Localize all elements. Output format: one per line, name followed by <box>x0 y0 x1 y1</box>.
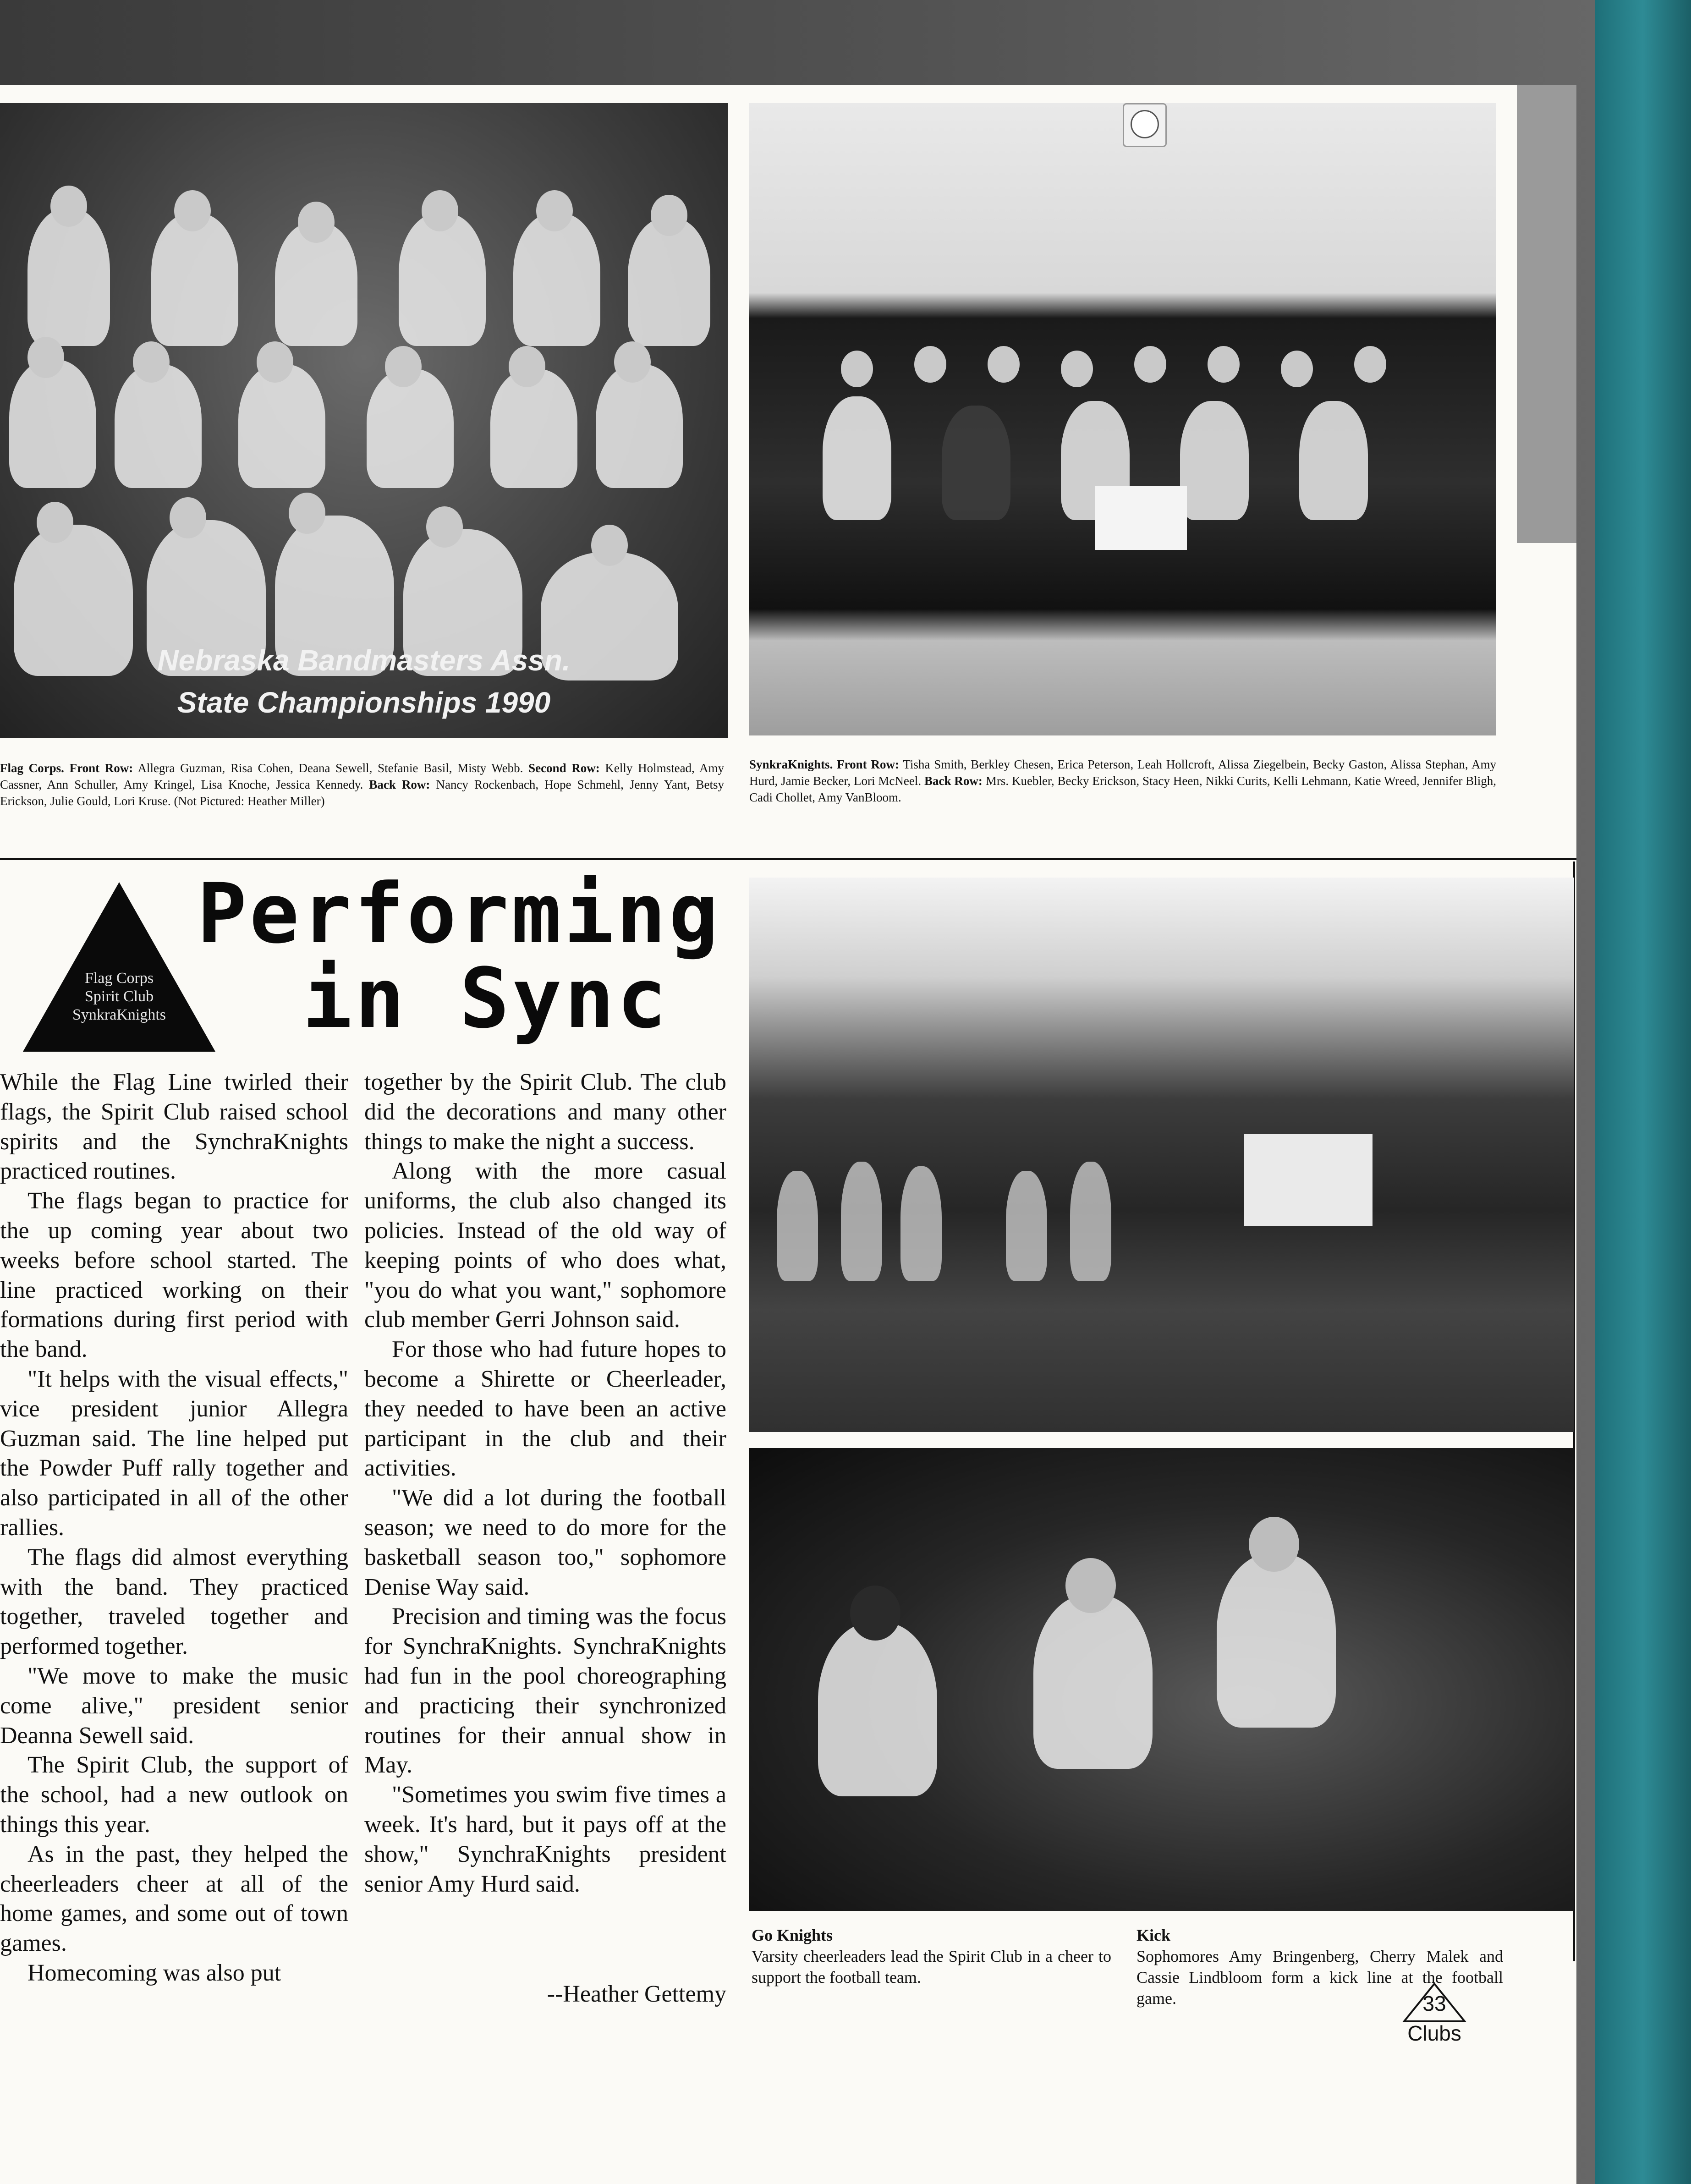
flag-corps-caption <box>0 760 724 809</box>
article-paragraph: together by the Spirit Club. The club did the decorations and many other things to make the night a success. <box>364 1069 726 1155</box>
kick-line-photo <box>749 1448 1574 1911</box>
caption-lead: SynkraKnights. <box>749 757 833 771</box>
second-row-label: Second Row: <box>528 761 600 775</box>
section-tag-line3: SynkraKnights <box>72 1006 166 1023</box>
front-row-label: Front Row: <box>837 757 899 771</box>
footer-section-label: Clubs <box>1407 2021 1461 2045</box>
second-row-names: Kelly Holmstead, Amy Cassner, Ann Schuller, Amy Kringel, Lisa Knoche, Jessica Kennedy. <box>0 761 724 791</box>
article-paragraph: While the Flag Line twirled their flags, the Spirit Club raised school spirits and the SynchraKnights practiced routines. <box>0 1069 348 1185</box>
binder-edge <box>1595 0 1691 2184</box>
synkraknights-caption <box>749 756 1496 806</box>
kick-caption-title: Kick <box>1136 1926 1171 1944</box>
article-paragraph: "We move to make the music come alive," president senior Deanna Sewell said. <box>0 1663 348 1749</box>
article-column-2 <box>364 1068 726 1899</box>
go-knights-caption-text: Varsity cheerleaders lead the Spirit Club in a cheer to support the football team. <box>752 1947 1111 1986</box>
section-tag-line2: Spirit Club <box>84 988 154 1005</box>
synkraknights-sign <box>1095 486 1187 550</box>
not-pictured: (Not Pictured: Heather Miller) <box>174 794 325 808</box>
cheerleaders-stadium-photo <box>749 878 1574 1432</box>
synkraknights-photo <box>749 103 1496 735</box>
back-row-label: Back Row: <box>924 774 983 788</box>
section-triangle-icon <box>23 882 215 1052</box>
article-paragraph: "We did a lot during the football season; we need to do more for the basketball season too," sophomore Denise Way said. <box>364 1485 726 1600</box>
flag-photo-overlay-title <box>0 639 728 724</box>
article-paragraph: The Spirit Club, the support of the school, had a new outlook on things this year. <box>0 1752 348 1838</box>
article-paragraph: Along with the more casual uniforms, the club also changed its policies. Instead of the old way of keeping points of who does what, "you do what you want," sophomore club member Gerri Johnson said. <box>364 1158 726 1333</box>
front-row-names: Allegra Guzman, Risa Cohen, Deana Sewell, Stefanie Basil, Misty Webb. <box>137 761 523 775</box>
overlay-title-line1: Nebraska Bandmasters Assn. <box>157 644 571 677</box>
clock-face <box>1131 110 1159 138</box>
headline-line2: in Sync <box>302 951 670 1047</box>
article-paragraph: Homecoming was also put <box>27 1959 281 1986</box>
article-paragraph: For those who had future hopes to become a Shirette or Cheerleader, they needed to have been an active participant in the club and their activities. <box>364 1336 726 1482</box>
section-tag-line1: Flag Corps <box>84 970 154 987</box>
article-paragraph: Precision and timing was the focus for SynchraKnights. SynchraKnights had fun in the pool choreographing and practicing their synchronized routines for their annual show in May. <box>364 1603 726 1778</box>
page-tab-edge <box>1517 85 1576 543</box>
front-row-names: Tisha Smith, Berkley Chesen, Erica Peterson, Leah Hollcroft, Alissa Ziegelbein, Becky Gaston, Alissa Stephan, Amy Hurd, Jamie Becker, Lori McNeel. <box>749 757 1497 788</box>
go-knights-caption-title: Go Knights <box>752 1926 833 1944</box>
horizontal-divider <box>0 858 1576 860</box>
article-byline: --Heather Gettemy <box>547 1981 726 2007</box>
section-tag <box>41 969 197 1024</box>
article-paragraph: The flags did almost everything with the band. They practiced together, traveled together and performed together. <box>0 1544 348 1660</box>
overlay-title-line2: State Championships 1990 <box>177 686 551 719</box>
headline-line1: Performing <box>197 866 721 962</box>
front-row-label: Front Row: <box>69 761 133 775</box>
back-row-names: Mrs. Kuebler, Becky Erickson, Stacy Heen, Nikki Curits, Kelli Lehmann, Katie Wreed, Jennifer Bligh, Cadi Chollet, Amy VanBloom. <box>749 774 1497 804</box>
article-paragraph: "Sometimes you swim five times a week. It's hard, but it pays off at the show," SynchraKnights president senior Amy Hurd said. <box>364 1782 726 1897</box>
caption-lead: Flag Corps. <box>0 761 64 775</box>
kick-caption-text: Sophomores Amy Bringenberg, Cherry Malek and Cassie Lindbloom form a kick line at the football game. <box>1136 1947 1503 2008</box>
back-row-names: Nancy Rockenbach, Hope Schmehl, Jenny Yant, Betsy Erickson, Julie Gould, Lori Kruse. <box>0 778 725 808</box>
page-number: 33 <box>1422 1992 1446 2015</box>
back-row-label: Back Row: <box>369 778 430 791</box>
article-paragraph: The flags began to practice for the up coming year about two weeks before school started. The line practiced working on their formations during first period with the band. <box>0 1188 348 1363</box>
article-paragraph: "It helps with the visual effects," vice president junior Allegra Guzman said. The line helped put the Powder Puff rally together and also participated in all of the other rallies. <box>0 1366 348 1541</box>
article-paragraph: As in the past, they helped the cheerleaders cheer at all of the home games, and some out of town games. <box>0 1841 348 1957</box>
article-column-1 <box>0 1068 348 1988</box>
